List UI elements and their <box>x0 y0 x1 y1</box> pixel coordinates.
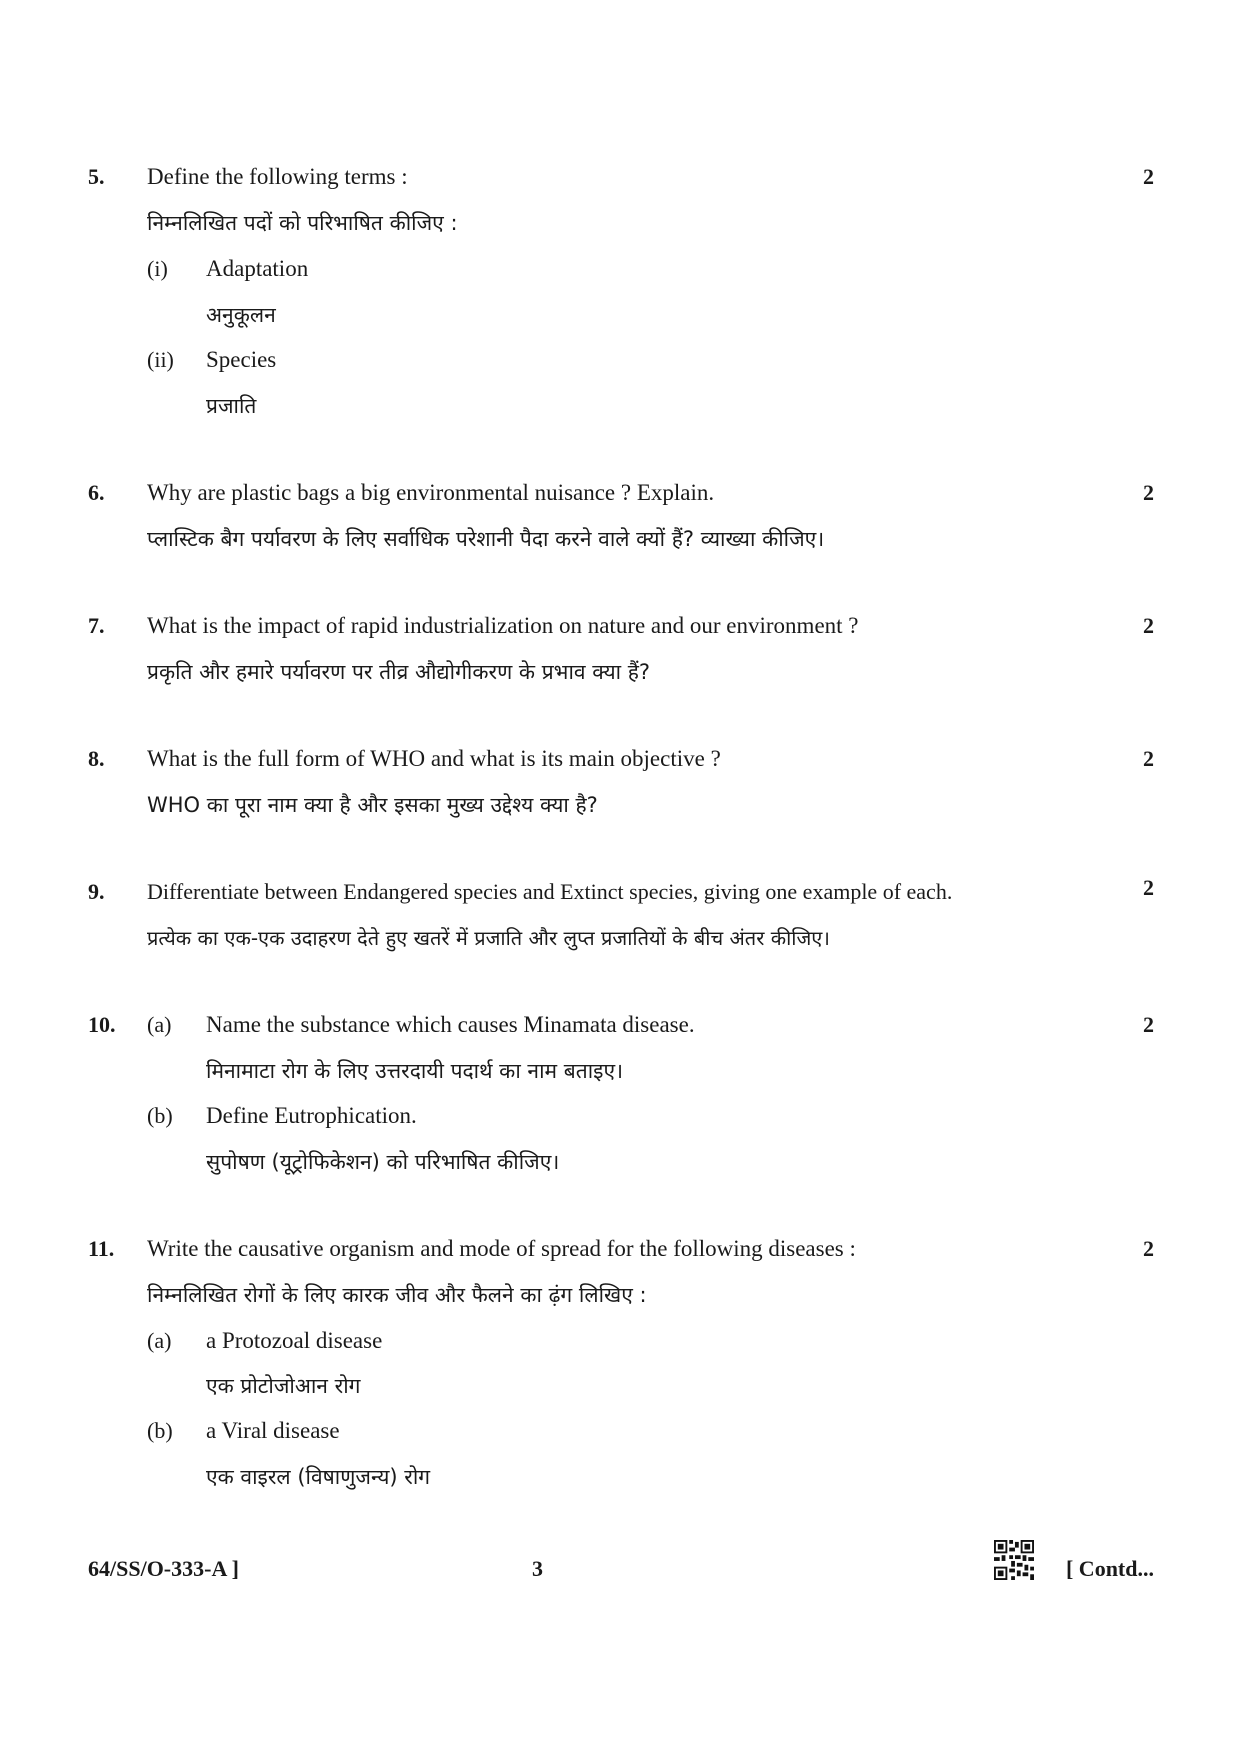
question-number: 8. <box>88 746 105 771</box>
part-text-en: Species <box>206 347 277 372</box>
question-text-hi: प्लास्टिक बैग पर्यावरण के लिए सर्वाधिक परेशानी पैदा करने वाले क्यों हैं? व्याख्या कीजिए। <box>147 527 825 551</box>
paper-code: 64/SS/O-333-A ] <box>88 1556 239 1581</box>
page-number: 3 <box>532 1556 543 1581</box>
marks: 2 <box>1143 1236 1154 1261</box>
question-number: 11. <box>88 1236 115 1261</box>
part-text-hi: एक वाइरल (विषाणुजन्य) रोग <box>206 1465 431 1489</box>
question-text-hi: प्रकृति और हमारे पर्यावरण पर तीव्र औद्योगीकरण के प्रभाव क्या हैं? <box>147 660 651 684</box>
question-text-hi: निम्नलिखित रोगों के लिए कारक जीव और फैलने का ढ़ंग लिखिए : <box>147 1283 647 1307</box>
part-text-hi: एक प्रोटोजोआन रोग <box>206 1374 361 1398</box>
part-text-hi: प्रजाति <box>206 394 257 418</box>
question-number: 5. <box>88 164 105 189</box>
marks: 2 <box>1143 1012 1154 1037</box>
part-label: (i) <box>147 256 168 281</box>
part-text-en: Adaptation <box>206 256 309 281</box>
part-label: (ii) <box>147 347 174 372</box>
question-text-hi: निम्नलिखित पदों को परिभाषित कीजिए : <box>147 211 458 235</box>
question-text-hi: प्रत्येक का एक-एक उदाहरण देते हुए खतरें में प्रजाति और लुप्त प्रजातियों के बीच अंतर कीजिए। <box>147 926 830 950</box>
part-text-en: Define Eutrophication. <box>206 1103 417 1128</box>
part-label: (b) <box>147 1418 173 1443</box>
question-number: 10. <box>88 1012 116 1037</box>
part-text-en: a Protozoal disease <box>206 1328 383 1353</box>
part-label: (a) <box>147 1328 172 1353</box>
marks: 2 <box>1143 746 1154 771</box>
part-text-en: a Viral disease <box>206 1418 340 1443</box>
part-text-hi: मिनामाटा रोग के लिए उत्तरदायी पदार्थ का नाम बताइए। <box>206 1059 624 1083</box>
question-text-en: Why are plastic bags a big environmental nuisance ? Explain. <box>147 480 715 505</box>
qr-code-icon <box>994 1540 1034 1580</box>
question-text-en: Write the causative organism and mode of spread for the following diseases : <box>147 1236 856 1261</box>
question-number: 7. <box>88 613 105 638</box>
question-text-hi: WHO का पूरा नाम क्या है और इसका मुख्य उद्देश्य क्या है? <box>147 793 598 817</box>
question-text-en: Differentiate between Endangered species and Extinct species, giving one example of each. <box>147 879 953 904</box>
part-text-hi: सुपोषण (यूट्रोफिकेशन) को परिभाषित कीजिए। <box>206 1150 560 1174</box>
marks: 2 <box>1143 875 1154 900</box>
question-number: 6. <box>88 480 105 505</box>
part-text-hi: अनुकूलन <box>206 303 276 327</box>
part-text-en: Name the substance which causes Minamata disease. <box>206 1012 695 1037</box>
marks: 2 <box>1143 613 1154 638</box>
continued-label: [ Contd... <box>1065 1556 1154 1581</box>
question-text-en: What is the impact of rapid industrialization on nature and our environment ? <box>147 613 859 638</box>
marks: 2 <box>1143 164 1154 189</box>
question-text-en: Define the following terms : <box>147 164 408 189</box>
part-label: (a) <box>147 1012 172 1037</box>
marks: 2 <box>1143 480 1154 505</box>
part-label: (b) <box>147 1103 173 1128</box>
question-text-en: What is the full form of WHO and what is its main objective ? <box>147 746 721 771</box>
question-number: 9. <box>88 879 105 904</box>
